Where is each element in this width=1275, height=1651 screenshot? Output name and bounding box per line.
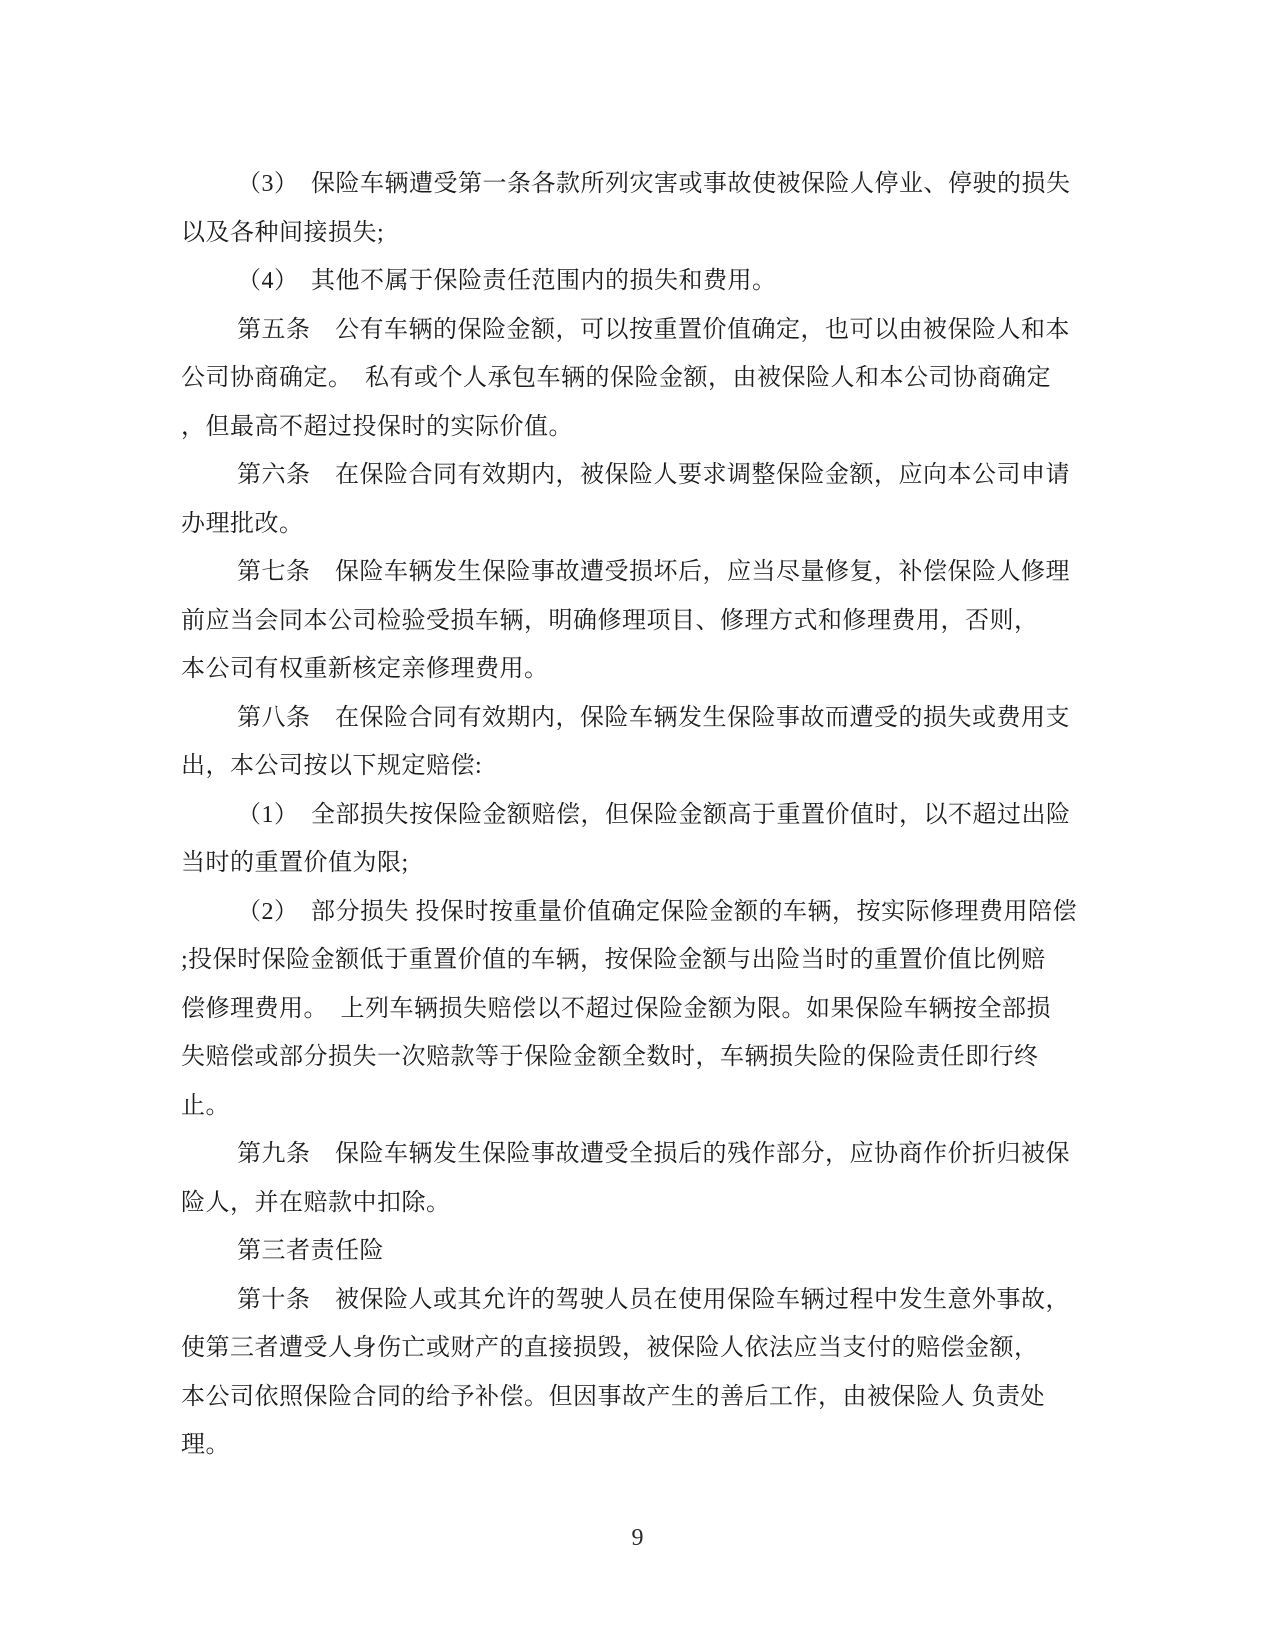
text-line: 本公司有权重新核定亲修理费用。 bbox=[181, 656, 549, 682]
text-line: 第三者责任险 bbox=[237, 1238, 384, 1264]
text-line: 第十条 被保险人或其允许的驾驶人员在使用保险车辆过程中发生意外事故， bbox=[237, 1286, 1070, 1313]
text-line: （4） 其他不属于保险责任范围内的损失和费用。 bbox=[237, 268, 777, 294]
text-line: （1） 全部损失按保险金额赔偿，但保险金额高于重置价值时，以不超过出险 bbox=[237, 801, 1071, 828]
text-line: ;投保时保险金额低于重置价值的车辆，按保险金额与出险当时的重置价值比例赔 bbox=[181, 947, 1046, 973]
document-body bbox=[181, 160, 1081, 1470]
text-line: 办理批改。 bbox=[181, 510, 304, 537]
text-line: 使第三者遭受人身伤亡或财产的直接损毁，被保险人依法应当支付的赔偿金额， bbox=[181, 1335, 1039, 1361]
text-line: （3） 保险车辆遭受第一条各款所列灾害或事故使被保险人停业、停驶的损失 bbox=[237, 171, 1071, 197]
text-line: 险人，并在赔款中扣除。 bbox=[181, 1189, 451, 1216]
text-line: 第五条 公有车辆的保险金额，可以按重置价值确定，也可以由被保险人和本 bbox=[237, 316, 1070, 343]
text-line: 以及各种间接损失; bbox=[181, 219, 385, 246]
text-line: 第九条 保险车辆发生保险事故遭受全损后的残作部分，应协商作价折归被保 bbox=[237, 1141, 1070, 1167]
text-line: 前应当会同本公司检验受损车辆，明确修理项目、修理方式和修理费用，否则， bbox=[181, 607, 1039, 634]
page-number: 9 bbox=[631, 1525, 644, 1551]
text-line: 本公司依照保险合同的给予补偿。但因事故产生的善后工作，由被保险人 负责处 bbox=[181, 1383, 1045, 1410]
text-line: （2） 部分损失 投保时按重量价值确定保险金额的车辆，按实际修理费用陪偿 bbox=[237, 898, 1077, 925]
text-line: 第六条 在保险合同有效期内，被保险人要求调整保险金额，应向本公司申请 bbox=[237, 462, 1070, 488]
text-line: ，但最高不超过投保时的实际价值。 bbox=[181, 413, 573, 440]
text-line: 偿修理费用。 上列车辆损失赔偿以不超过保险金额为限。如果保险车辆按全部损 bbox=[181, 995, 1051, 1022]
text-line: 公司协商确定。 私有或个人承包车辆的保险金额，由被保险人和本公司协商确定 bbox=[181, 365, 1051, 391]
text-line: 第七条 保险车辆发生保险事故遭受损坏后，应当尽量修复，补偿保险人修理 bbox=[237, 559, 1070, 585]
text-line: 当时的重置价值为限; bbox=[181, 850, 409, 876]
text-line: 失赔偿或部分损失一次赔款等于保险金额全数时，车辆损失险的保险责任即行终 bbox=[181, 1044, 1039, 1070]
text-line: 第八条 在保险合同有效期内，保险车辆发生保险事故而遭受的损失或费用支 bbox=[237, 704, 1070, 731]
text-line: 出，本公司按以下规定赔偿: bbox=[181, 753, 483, 779]
text-line: 理。 bbox=[181, 1432, 230, 1458]
text-line: 止。 bbox=[181, 1092, 230, 1119]
